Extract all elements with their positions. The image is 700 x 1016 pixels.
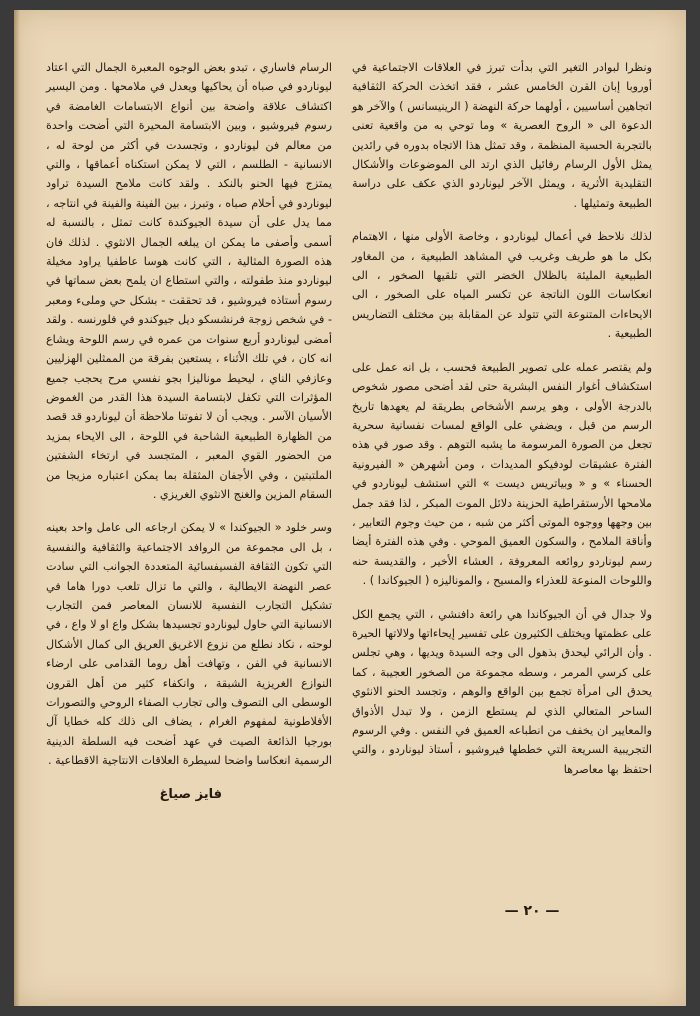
article-column-right (352, 58, 652, 793)
paragraph: وسر خلود « الجيوكندا » لا يمكن ارجاعه الى عامل واحد بعينه ، بل الى مجموعة من الروافد الاجتماعية والثقافية والنفسية التي تكون الثقافة الفسيفسائية المتعددة الجوانب التي سادت عصر النهضة الايطالية ، والتي ما تزال تلعب دورا هاما في تشكيل التجارب النفسية للانسان المعاصر فمن التجارب الانسانية التي حاول ليوناردو تجسيدها بشكل واع او لا واع ، في لوحته ، نكاد نطلع من نزوع الاغريق العريق الى كمال الأشكال الانسانية في الفن ، وتهافت أهل روما القدامى على ارضاء النوازع الغريزية الشبقة ، وانكفاء كثير من أهل القرون الوسطى الى التصوف والى تجارب الصفاء الروحي والتصورات الأفلاطونية لمفهوم الغرام ، يضاف الى ذلك كله خطايا آل بورجيا الذائعة الصيت في عهد أضحت فيه السلطة الدينية الرسمية انعكاسا واضحا لسيطرة العلاقات الانتاجية الاقطاعية . (46, 521, 332, 768)
paragraph: ولا جدال في أن الجيوكاندا هي رائعة دافنشي ، التي يجمع الكل على عظمتها ويختلف الكثيرون على تفسير إيحاءاتها ولالاتها الحيرة . وأن الرائي ليحدق بذهول الى وجه السيدة ويديها ، وهي تجلس على كرسي المرمر ، وسطه مجموعة من الصخور العجيبة ، كما يحدق الى امرأة تجمع بين الواقع والوهم ، وتجسد الحنو الانثوي الساحر المتعالي الذي لم يستطع الزمن ، ولا تبدل الأذواق والمعايير ان يخفف من انطباعه العميق في النفس . وفي الرسوم التجريبية السريعة التي خططها فيروشيو ، أستاذ ليوناردو ، والتي احتفظ بها معاصرها (352, 607, 652, 776)
author-signature: فايز صياغ (159, 786, 222, 802)
paragraph: ولم يقتصر عمله على تصوير الطبيعة فحسب ، بل انه عمل على استكشاف أغوار النفس البشرية حتى لقد أضحى مصور شخوص بالدرجة الأولى ، وهو يرسم الأشخاص بطريقة لم يعهدها تاريخ الرسم من قبل ، ويضفي على الواقع لمسات نفسانية سحرية تجعل من الصورة المرسومة ما يشبه التوهم . وقد صور في هذه الفترة عشيقات لودفيكو المديدات ، ومن أشهرهن « الفيرونية الحسناء » و « وبياتريس ديست » التي استشف ليوناردو في ملامحها الأرستقراطية الحزينة دلائل الموت المبكر ، لذا فقد جمل بين وجهها ووجوه الموتى أكثر من شبه ، من حيث وجوم التعابير ، وأناقة الملامح ، والسكون العميق الموحي . وفي هذه الفترة أيضا رسم ليوناردو روائعه المعروفة ، العشاء الأخير ، والقديسة حنه واللوحات المنوعة للعذراء والمسيح ، والموناليزه ( الجيوكاندا ) . (352, 360, 652, 588)
page-number: — ٢٠ — (504, 903, 560, 919)
magazine-page (14, 10, 686, 1006)
article-column-left (46, 58, 332, 804)
paragraph: الرسام فاساري ، تبدو بعض الوجوه المعبرة الجمال التي اعتاد ليوناردو في صباه أن يحاكيها ويعدل في ملامحها . ومن اليسير اكتشاف علاقة واضحة بين أنواع الابتسامات الغامضة في رسوم فيروشيو ، وبين الابتسامة المحيرة التي أضحت واحدة من معالم فن ليوناردو ، وتجسدت في أكثر من لوحة له ، الانسانية - الطلسم ، التي لا يمكن استكناه أعماقها ، والتي يمتزج فيها الحنو بالنكد . ولقد كانت ملامح السيدة تراود ليوناردو في أحلام صباه ، وتبرز ، بين الفينة والفينة في انتاجه ، مما يدل على أن سيدة الجيوكندة كانت تمثل ، بالنسبة له أسمى وأصفى ما يمكن ان يبلغه الجمال الانثوي . لذلك فان هذه الصورة المثالية ، التي كانت هوسا عاطفيا يراود مخيلة ليوناردو منذ طفولته ، والتي استطاع ان يلمح بعض سماتها في رسوم أستاذه فيروشيو ، قد تحققت - بشكل حي وملىء ومعبر - في شخص زوجة فرنشسكو ديل جيوكندو في فلورنسه . ولقد أمضى ليوناردو أربع سنوات من عمره في رسم اللوحة ويشاع انه كان ، في تلك الأثناء ، يستعين بفرقة من الممثلين الهزليين وعازفي الناي ، ليحيط موناليزا بجو نفسي مرح يحجب جميع المؤثرات التي تكفل لابتسامة السيدة هذا القدر من الغموض الأسيان الآسر . ويجب أن لا تفوتنا ملاحظة أن ليوناردو قد قصد من الظهارة الطبيعية الشاحبة في اللوحة ، الى الايحاء بمزيد من الحضور القوي المعبر ، المتجسد في ارتخاء الشفتين الملتبتين ، وفي الأجفان المثقلة بما يمكن اعتباره مزيجا من السقام المزين والغنج الانثوي الغريزي . (46, 61, 332, 501)
paragraph: لذلك نلاحظ في أعمال ليوناردو ، وخاصة الأولى منها ، الاهتمام بكل ما هو طريف وغريب في المشاهد الطبيعية ، من المغاور الطبيعية المليئة بالظلال الخضر التي تلقيها الصخور ، الى انعكاسات اللون الناتجة عن تكسر المياه على الصخور ، الى الايحاءات المتنوعة التي تتولد عن المقابلة بين مختلف التضاريس الطبيعية . (352, 230, 652, 341)
paragraph: ونظرا لبوادر التغير التي بدأت تبرز في العلاقات الاجتماعية في أوروبا إبان القرن الخامس عشر ، فقد اتخذت الحركة الثقافية اتجاهين أساسيين ، أولهما حركة النهضة ( الرينيسانس ) والآخر هو الدعوة الى « الروح العصرية » وما توحي به من واقعية تعنى بالتجربة الحسية المنظمة ، وقد تمثل هذا الاتجاه بدوره في رائدين يمثل الأول الرسام رفائيل الذي ارتد الى الموضوعات والأشكال التقليدية الأثرية ، ويمثل الآخر ليوناردو الذي عكف على دراسة الطبيعة وتمثيلها . (352, 61, 652, 210)
page-fold-shadow (14, 10, 20, 1006)
